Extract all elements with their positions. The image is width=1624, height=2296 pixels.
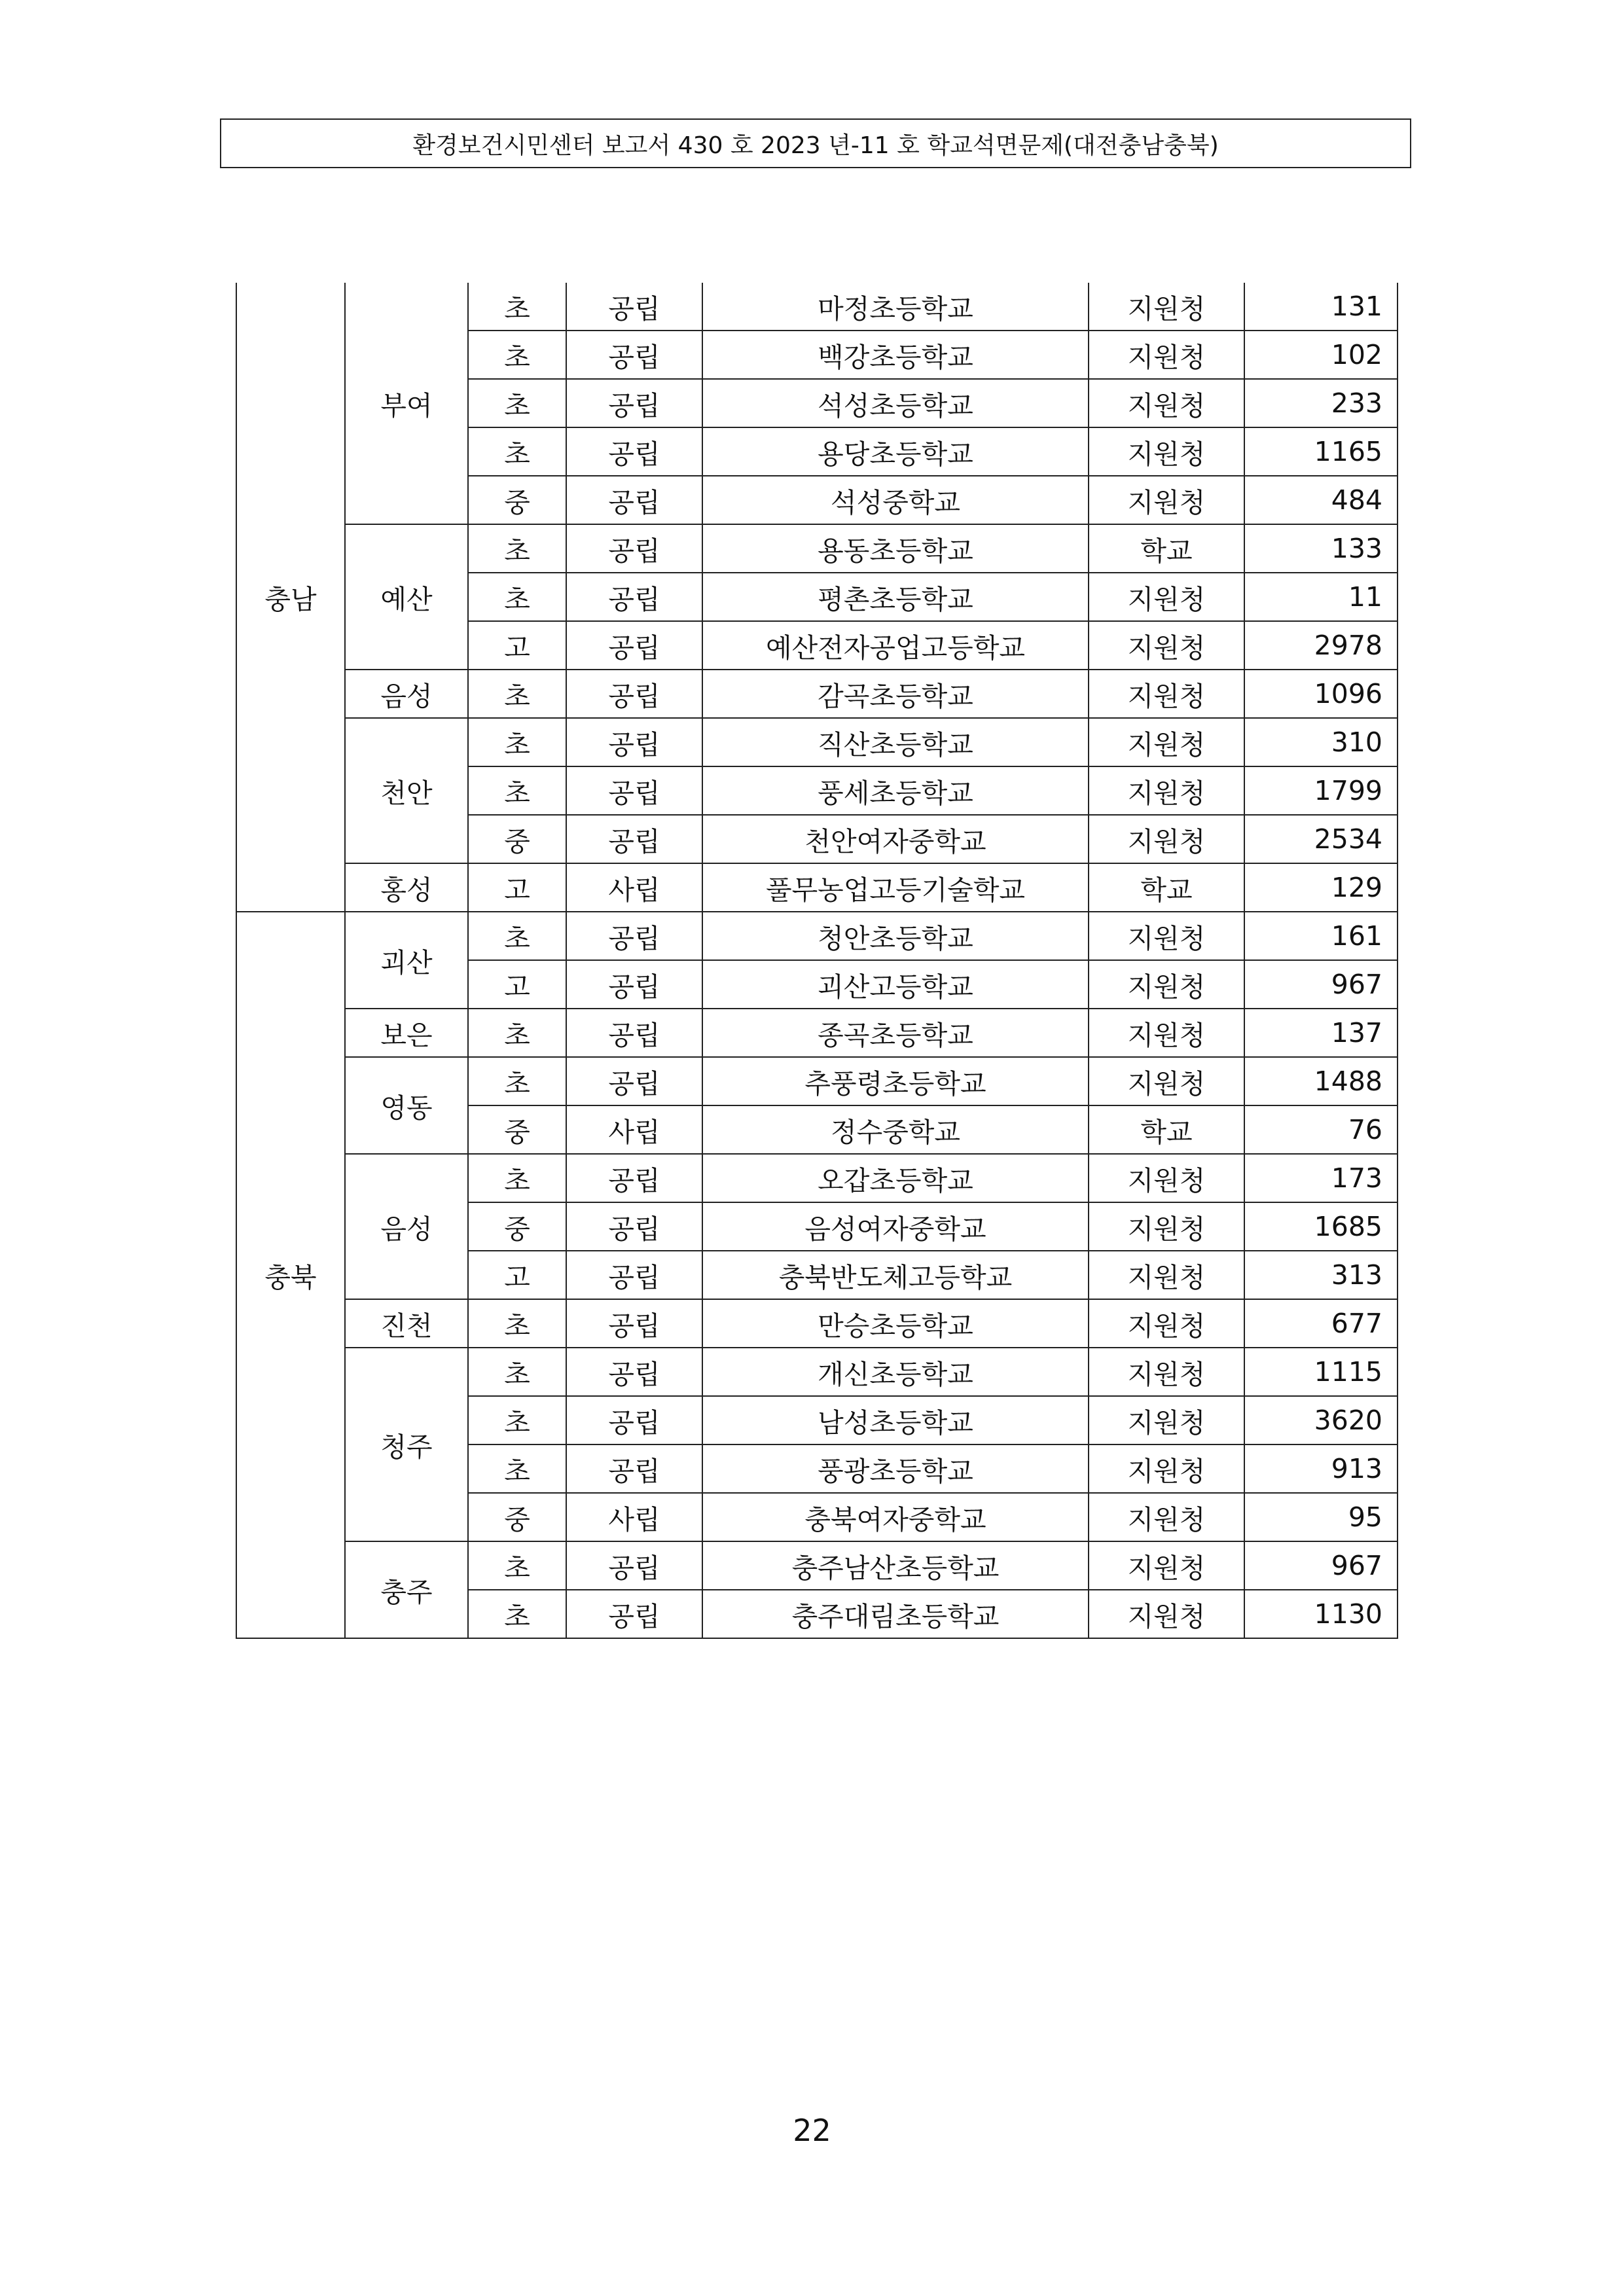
value-cell: 1115 [1244, 1348, 1398, 1396]
school-type-cell: 공립 [566, 573, 702, 621]
school-type-cell: 사립 [566, 1493, 702, 1541]
school-type-cell: 공립 [566, 379, 702, 427]
authority-cell: 지원청 [1089, 1299, 1244, 1348]
school-level-cell: 초 [468, 1009, 566, 1057]
authority-cell: 지원청 [1089, 283, 1244, 331]
school-level-cell: 고 [468, 863, 566, 912]
school-name-cell: 석성초등학교 [702, 379, 1089, 427]
authority-cell: 지원청 [1089, 1009, 1244, 1057]
school-name-cell: 풍광초등학교 [702, 1444, 1089, 1493]
report-header [220, 118, 1411, 168]
school-level-cell: 초 [468, 1396, 566, 1444]
school-level-cell: 초 [468, 283, 566, 331]
value-cell: 95 [1244, 1493, 1398, 1541]
authority-cell: 지원청 [1089, 621, 1244, 670]
school-name-cell: 충북반도체고등학교 [702, 1251, 1089, 1299]
school-level-cell: 고 [468, 960, 566, 1009]
school-name-cell: 충주대림초등학교 [702, 1590, 1089, 1638]
district-cell: 홍성 [345, 863, 468, 912]
district-cell: 음성 [345, 1154, 468, 1299]
authority-cell: 지원청 [1089, 1493, 1244, 1541]
school-type-cell: 사립 [566, 863, 702, 912]
school-name-cell: 정수중학교 [702, 1105, 1089, 1154]
school-name-cell: 용당초등학교 [702, 427, 1089, 476]
value-cell: 313 [1244, 1251, 1398, 1299]
report-header-title: 환경보건시민센터 보고서 430 호 2023 년-11 호 학교석면문제(대전충남충북) [412, 132, 1219, 159]
authority-cell: 지원청 [1089, 718, 1244, 766]
school-asbestos-table [236, 283, 1398, 1639]
table-row [236, 912, 1398, 960]
school-type-cell: 공립 [566, 621, 702, 670]
value-cell: 3620 [1244, 1396, 1398, 1444]
table-body [236, 283, 1398, 1638]
school-type-cell: 공립 [566, 331, 702, 379]
authority-cell: 지원청 [1089, 379, 1244, 427]
authority-cell: 지원청 [1089, 1444, 1244, 1493]
school-name-cell: 천안여자중학교 [702, 815, 1089, 863]
page-number: 22 [793, 2113, 831, 2148]
table-row [236, 1299, 1398, 1348]
school-name-cell: 백강초등학교 [702, 331, 1089, 379]
school-level-cell: 초 [468, 670, 566, 718]
authority-cell: 학교 [1089, 863, 1244, 912]
table-row [236, 1348, 1398, 1396]
school-type-cell: 공립 [566, 1154, 702, 1202]
school-level-cell: 중 [468, 1105, 566, 1154]
value-cell: 2978 [1244, 621, 1398, 670]
province-cell: 충북 [236, 912, 345, 1638]
authority-cell: 지원청 [1089, 573, 1244, 621]
school-type-cell: 공립 [566, 1299, 702, 1348]
school-level-cell: 초 [468, 1154, 566, 1202]
school-level-cell: 고 [468, 621, 566, 670]
table-row [236, 718, 1398, 766]
school-name-cell: 감곡초등학교 [702, 670, 1089, 718]
value-cell: 233 [1244, 379, 1398, 427]
school-name-cell: 용동초등학교 [702, 524, 1089, 573]
table-row [236, 1541, 1398, 1590]
school-level-cell: 고 [468, 1251, 566, 1299]
school-name-cell: 풀무농업고등기술학교 [702, 863, 1089, 912]
district-cell: 천안 [345, 718, 468, 863]
authority-cell: 지원청 [1089, 912, 1244, 960]
authority-cell: 지원청 [1089, 960, 1244, 1009]
value-cell: 11 [1244, 573, 1398, 621]
table-row [236, 863, 1398, 912]
district-cell: 충주 [345, 1541, 468, 1638]
authority-cell: 지원청 [1089, 1154, 1244, 1202]
school-name-cell: 괴산고등학교 [702, 960, 1089, 1009]
school-name-cell: 충북여자중학교 [702, 1493, 1089, 1541]
school-level-cell: 초 [468, 427, 566, 476]
province-cell: 충남 [236, 283, 345, 912]
school-type-cell: 공립 [566, 960, 702, 1009]
school-level-cell: 중 [468, 1202, 566, 1251]
school-type-cell: 공립 [566, 524, 702, 573]
district-cell: 괴산 [345, 912, 468, 1009]
value-cell: 1685 [1244, 1202, 1398, 1251]
school-type-cell: 공립 [566, 718, 702, 766]
school-type-cell: 공립 [566, 1009, 702, 1057]
school-name-cell: 종곡초등학교 [702, 1009, 1089, 1057]
school-type-cell: 공립 [566, 766, 702, 815]
authority-cell: 지원청 [1089, 815, 1244, 863]
school-level-cell: 초 [468, 1444, 566, 1493]
value-cell: 161 [1244, 912, 1398, 960]
school-level-cell: 초 [468, 1348, 566, 1396]
school-type-cell: 공립 [566, 427, 702, 476]
authority-cell: 지원청 [1089, 331, 1244, 379]
authority-cell: 학교 [1089, 524, 1244, 573]
district-cell: 음성 [345, 670, 468, 718]
school-level-cell: 중 [468, 1493, 566, 1541]
authority-cell: 지원청 [1089, 1348, 1244, 1396]
school-type-cell: 공립 [566, 1202, 702, 1251]
authority-cell: 지원청 [1089, 476, 1244, 524]
school-level-cell: 초 [468, 718, 566, 766]
school-level-cell: 중 [468, 476, 566, 524]
table-row [236, 1154, 1398, 1202]
school-type-cell: 공립 [566, 670, 702, 718]
school-name-cell: 개신초등학교 [702, 1348, 1089, 1396]
school-name-cell: 만승초등학교 [702, 1299, 1089, 1348]
school-name-cell: 직산초등학교 [702, 718, 1089, 766]
district-cell: 부여 [345, 283, 468, 524]
value-cell: 129 [1244, 863, 1398, 912]
authority-cell: 지원청 [1089, 766, 1244, 815]
authority-cell: 지원청 [1089, 1057, 1244, 1105]
value-cell: 967 [1244, 1541, 1398, 1590]
value-cell: 913 [1244, 1444, 1398, 1493]
district-cell: 예산 [345, 524, 468, 670]
school-name-cell: 평촌초등학교 [702, 573, 1089, 621]
authority-cell: 지원청 [1089, 1541, 1244, 1590]
school-level-cell: 초 [468, 1299, 566, 1348]
school-type-cell: 공립 [566, 1444, 702, 1493]
school-type-cell: 공립 [566, 1057, 702, 1105]
value-cell: 133 [1244, 524, 1398, 573]
school-type-cell: 공립 [566, 283, 702, 331]
school-type-cell: 공립 [566, 1541, 702, 1590]
value-cell: 1130 [1244, 1590, 1398, 1638]
school-level-cell: 초 [468, 1057, 566, 1105]
school-type-cell: 공립 [566, 912, 702, 960]
table-row [236, 670, 1398, 718]
school-type-cell: 공립 [566, 1590, 702, 1638]
authority-cell: 지원청 [1089, 1590, 1244, 1638]
school-name-cell: 오갑초등학교 [702, 1154, 1089, 1202]
value-cell: 2534 [1244, 815, 1398, 863]
school-type-cell: 사립 [566, 1105, 702, 1154]
school-level-cell: 초 [468, 573, 566, 621]
school-type-cell: 공립 [566, 476, 702, 524]
district-cell: 보은 [345, 1009, 468, 1057]
school-name-cell: 충주남산초등학교 [702, 1541, 1089, 1590]
school-name-cell: 예산전자공업고등학교 [702, 621, 1089, 670]
value-cell: 76 [1244, 1105, 1398, 1154]
value-cell: 484 [1244, 476, 1398, 524]
school-level-cell: 초 [468, 1541, 566, 1590]
authority-cell: 학교 [1089, 1105, 1244, 1154]
value-cell: 1096 [1244, 670, 1398, 718]
value-cell: 310 [1244, 718, 1398, 766]
school-name-cell: 추풍령초등학교 [702, 1057, 1089, 1105]
school-level-cell: 초 [468, 331, 566, 379]
school-name-cell: 마정초등학교 [702, 283, 1089, 331]
school-level-cell: 초 [468, 766, 566, 815]
district-cell: 청주 [345, 1348, 468, 1541]
school-level-cell: 초 [468, 912, 566, 960]
value-cell: 173 [1244, 1154, 1398, 1202]
table-row [236, 1009, 1398, 1057]
value-cell: 137 [1244, 1009, 1398, 1057]
school-name-cell: 음성여자중학교 [702, 1202, 1089, 1251]
value-cell: 131 [1244, 283, 1398, 331]
authority-cell: 지원청 [1089, 670, 1244, 718]
school-type-cell: 공립 [566, 1348, 702, 1396]
value-cell: 1165 [1244, 427, 1398, 476]
authority-cell: 지원청 [1089, 1251, 1244, 1299]
authority-cell: 지원청 [1089, 1396, 1244, 1444]
school-type-cell: 공립 [566, 1251, 702, 1299]
district-cell: 영동 [345, 1057, 468, 1154]
school-level-cell: 초 [468, 1590, 566, 1638]
school-level-cell: 중 [468, 815, 566, 863]
school-name-cell: 청안초등학교 [702, 912, 1089, 960]
authority-cell: 지원청 [1089, 1202, 1244, 1251]
district-cell: 진천 [345, 1299, 468, 1348]
authority-cell: 지원청 [1089, 427, 1244, 476]
school-name-cell: 남성초등학교 [702, 1396, 1089, 1444]
value-cell: 1799 [1244, 766, 1398, 815]
value-cell: 1488 [1244, 1057, 1398, 1105]
table-row [236, 283, 1398, 331]
value-cell: 677 [1244, 1299, 1398, 1348]
school-level-cell: 초 [468, 524, 566, 573]
school-type-cell: 공립 [566, 815, 702, 863]
table-row [236, 524, 1398, 573]
school-type-cell: 공립 [566, 1396, 702, 1444]
school-name-cell: 풍세초등학교 [702, 766, 1089, 815]
value-cell: 102 [1244, 331, 1398, 379]
table-row [236, 1057, 1398, 1105]
school-level-cell: 초 [468, 379, 566, 427]
value-cell: 967 [1244, 960, 1398, 1009]
school-name-cell: 석성중학교 [702, 476, 1089, 524]
